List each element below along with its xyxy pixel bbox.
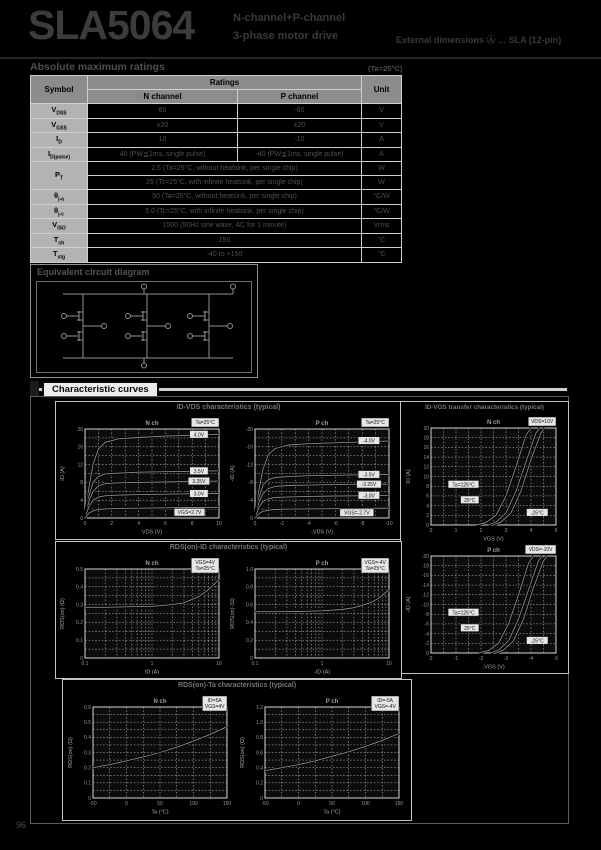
svg-text:-4: -4 bbox=[424, 631, 429, 638]
svg-text:12: 12 bbox=[423, 464, 429, 471]
svg-text:0.4: 0.4 bbox=[246, 620, 253, 627]
svg-text:25°C: 25°C bbox=[464, 497, 476, 504]
svg-text:0.4: 0.4 bbox=[76, 584, 83, 591]
svg-text:ID=5A: ID=5A bbox=[207, 698, 222, 704]
svg-text:0: 0 bbox=[297, 801, 300, 807]
svg-text:Ta=125°C: Ta=125°C bbox=[452, 610, 475, 617]
equivalent-circuit-box bbox=[30, 264, 258, 378]
header-subtitle-line1: N-channel+P-channel bbox=[233, 12, 346, 24]
svg-text:VGS=4V: VGS=4V bbox=[204, 704, 225, 710]
svg-text:0.1: 0.1 bbox=[84, 780, 91, 787]
svg-text:-10: -10 bbox=[421, 602, 429, 609]
svg-text:0: 0 bbox=[429, 528, 433, 534]
rating-cell: 1500 (50Hz sine wave, AC for 1 minute) bbox=[88, 219, 362, 234]
svg-text:RDS(on) (Ω): RDS(on) (Ω) bbox=[60, 598, 66, 629]
svg-text:14: 14 bbox=[423, 454, 429, 461]
svg-text:0.6: 0.6 bbox=[246, 602, 253, 609]
svg-text:4: 4 bbox=[426, 503, 429, 510]
svg-text:100: 100 bbox=[361, 801, 370, 807]
svg-text:-20: -20 bbox=[245, 426, 253, 433]
unit-cell: °C/W bbox=[362, 190, 402, 205]
svg-text:3: 3 bbox=[504, 528, 508, 534]
svg-text:1.2: 1.2 bbox=[256, 704, 263, 711]
svg-text:20: 20 bbox=[77, 426, 83, 433]
table-row bbox=[31, 118, 402, 133]
section-marker bbox=[30, 381, 39, 397]
rating-cell: 2.5 (Ta=25°C, without heatsink, per single chip) bbox=[88, 162, 362, 176]
characteristic-curves-title: Characteristic curves bbox=[42, 381, 159, 399]
svg-text:0: 0 bbox=[260, 795, 263, 802]
symbol-cell: $\theta_{j-c}$ bbox=[31, 204, 88, 219]
svg-text:0: 0 bbox=[426, 650, 429, 657]
svg-text:0: 0 bbox=[80, 655, 83, 662]
chart-nch-rdson-ta bbox=[67, 695, 235, 815]
svg-text:-10: -10 bbox=[385, 521, 393, 527]
group-rdson-id bbox=[55, 541, 402, 679]
chart-pch-rdson-id bbox=[229, 557, 397, 675]
chart-pch-transfer bbox=[405, 544, 564, 670]
svg-text:-12: -12 bbox=[421, 592, 429, 599]
unit-cell: A bbox=[362, 133, 402, 148]
unit-cell: W bbox=[362, 176, 402, 190]
svg-text:3.5V: 3.5V bbox=[193, 468, 205, 475]
symbol-cell: $V_{ISO}$ bbox=[31, 219, 88, 234]
table-row bbox=[31, 190, 402, 205]
rating-cell: ±20 bbox=[238, 118, 362, 133]
svg-text:0: 0 bbox=[253, 521, 257, 527]
svg-text:-18: -18 bbox=[421, 563, 429, 570]
svg-text:ID (A): ID (A) bbox=[406, 469, 412, 484]
rating-cell: ±20 bbox=[88, 118, 238, 133]
equivalent-circuit-frame bbox=[36, 281, 252, 373]
svg-text:-4.0V: -4.0V bbox=[362, 438, 375, 445]
svg-text:N ch: N ch bbox=[145, 421, 159, 427]
svg-text:-3.0V: -3.0V bbox=[362, 493, 375, 500]
svg-text:-ID (A): -ID (A) bbox=[313, 669, 331, 675]
svg-text:0.3: 0.3 bbox=[84, 750, 91, 757]
svg-text:150: 150 bbox=[394, 801, 404, 807]
svg-text:0.2: 0.2 bbox=[246, 638, 253, 644]
unit-cell: °C bbox=[362, 233, 402, 248]
svg-text:-16: -16 bbox=[245, 444, 253, 451]
svg-text:0.2: 0.2 bbox=[76, 620, 83, 627]
svg-text:ID=-5A: ID=-5A bbox=[377, 698, 394, 704]
svg-text:1.0: 1.0 bbox=[256, 719, 263, 726]
svg-text:2: 2 bbox=[426, 513, 429, 520]
svg-text:-ID (A): -ID (A) bbox=[230, 465, 236, 482]
svg-text:0.5: 0.5 bbox=[84, 719, 91, 726]
svg-text:-25°C: -25°C bbox=[530, 638, 544, 645]
svg-text:10: 10 bbox=[386, 661, 392, 667]
svg-text:VGS (V): VGS (V) bbox=[483, 536, 504, 542]
group-rdson-ta bbox=[62, 679, 412, 821]
svg-text:25°C: 25°C bbox=[464, 625, 476, 632]
unit-cell: V bbox=[362, 104, 402, 119]
svg-text:0: 0 bbox=[125, 801, 128, 807]
svg-text:-ID (A): -ID (A) bbox=[406, 596, 412, 613]
svg-text:-VDS (V): -VDS (V) bbox=[311, 529, 333, 535]
svg-text:-50: -50 bbox=[261, 801, 269, 807]
abs-max-header bbox=[31, 76, 402, 104]
svg-text:3.25V: 3.25V bbox=[192, 479, 206, 486]
svg-text:-2: -2 bbox=[478, 656, 484, 662]
rating-cell: -60 bbox=[238, 104, 362, 119]
svg-text:16: 16 bbox=[423, 445, 429, 452]
svg-text:0.1: 0.1 bbox=[81, 661, 89, 667]
svg-text:0.6: 0.6 bbox=[84, 704, 91, 711]
table-row bbox=[31, 248, 402, 263]
svg-text:1: 1 bbox=[454, 528, 458, 534]
svg-text:N ch: N ch bbox=[145, 561, 159, 567]
svg-text:-20: -20 bbox=[421, 553, 429, 560]
svg-text:RDS(on) (Ω): RDS(on) (Ω) bbox=[240, 737, 246, 768]
svg-text:3.0V: 3.0V bbox=[193, 491, 205, 498]
col-n-channel: N channel bbox=[88, 90, 238, 104]
abs-max-table bbox=[30, 75, 402, 263]
svg-text:0: 0 bbox=[429, 656, 433, 662]
rating-cell: 10 bbox=[88, 133, 238, 148]
symbol-cell: $T_{stg}$ bbox=[31, 248, 88, 263]
table-row bbox=[31, 233, 402, 248]
svg-text:N ch: N ch bbox=[153, 699, 167, 705]
table-row bbox=[31, 147, 402, 162]
svg-text:10: 10 bbox=[216, 661, 222, 667]
rating-cell: 50 (Ta=25°C, without heatsink, per single chip) bbox=[88, 190, 362, 205]
svg-text:0: 0 bbox=[88, 795, 91, 802]
svg-text:16: 16 bbox=[77, 444, 83, 451]
svg-text:Ta=125°C: Ta=125°C bbox=[452, 482, 475, 489]
svg-text:0: 0 bbox=[80, 515, 83, 522]
svg-text:0.8: 0.8 bbox=[256, 735, 263, 742]
svg-text:P ch: P ch bbox=[325, 699, 339, 705]
svg-text:0: 0 bbox=[250, 655, 253, 662]
svg-text:-25°C: -25°C bbox=[530, 510, 544, 517]
col-p-channel: P channel bbox=[238, 90, 362, 104]
svg-text:VGS=-2.7V: VGS=-2.7V bbox=[344, 510, 370, 517]
table-row bbox=[31, 219, 402, 234]
svg-text:0.4: 0.4 bbox=[84, 735, 91, 742]
svg-text:8: 8 bbox=[190, 521, 194, 527]
svg-text:18: 18 bbox=[423, 435, 429, 442]
group-transfer-title: ID-VGS transfer characteristics (typical) bbox=[425, 404, 544, 411]
group-transfer bbox=[400, 401, 569, 674]
unit-cell: °C/W bbox=[362, 204, 402, 219]
symbol-cell: $P_T$ bbox=[31, 162, 88, 190]
svg-text:-4: -4 bbox=[306, 521, 311, 527]
table-row bbox=[31, 204, 402, 219]
col-unit: Unit bbox=[362, 76, 402, 104]
svg-text:10: 10 bbox=[216, 521, 222, 527]
rating-cell: 5.0 (Tc=25°C, with infinite heatsink, per single chip) bbox=[88, 204, 362, 219]
group-rdson-ta-title: RDS(on)-Ta characteristics (typical) bbox=[177, 682, 297, 689]
svg-text:10: 10 bbox=[423, 474, 429, 481]
header-divider bbox=[0, 57, 601, 59]
svg-text:-6: -6 bbox=[424, 621, 429, 628]
svg-text:P ch: P ch bbox=[487, 548, 500, 554]
col-ratings: Ratings bbox=[88, 76, 362, 90]
symbol-cell: $V_{GSS}$ bbox=[31, 118, 88, 133]
page-title: SLA5064 bbox=[28, 2, 195, 48]
rating-cell: 150 bbox=[88, 233, 362, 248]
svg-text:2: 2 bbox=[479, 528, 483, 534]
chart-pch-id-vds bbox=[229, 417, 397, 535]
svg-text:50: 50 bbox=[329, 801, 335, 807]
svg-text:-8: -8 bbox=[248, 480, 253, 487]
svg-text:-1: -1 bbox=[453, 656, 459, 662]
svg-text:Ta=25°C: Ta=25°C bbox=[195, 420, 215, 426]
svg-text:-16: -16 bbox=[421, 573, 429, 580]
rating-cell: 25 (Tc=25°C, with infinite heatsink, per single chip) bbox=[88, 176, 362, 190]
svg-text:P ch: P ch bbox=[315, 561, 329, 567]
svg-text:-14: -14 bbox=[421, 582, 429, 589]
chart-pch-rdson-ta bbox=[239, 695, 407, 815]
svg-text:0.4: 0.4 bbox=[256, 765, 263, 772]
group-rdson-id-title: RDS(on)-ID characteristics (typical) bbox=[169, 544, 288, 551]
svg-text:12: 12 bbox=[77, 462, 83, 469]
svg-text:Ta (°C): Ta (°C) bbox=[151, 809, 169, 815]
svg-text:4: 4 bbox=[137, 521, 140, 527]
svg-text:ID (A): ID (A) bbox=[60, 466, 66, 481]
unit-cell: Vrms bbox=[362, 219, 402, 234]
svg-text:-4: -4 bbox=[248, 498, 253, 504]
svg-text:-3.25V: -3.25V bbox=[361, 482, 377, 489]
svg-text:-4: -4 bbox=[528, 656, 534, 662]
header-subtitle-line2: 3-phase motor drive bbox=[233, 30, 339, 42]
svg-text:-2: -2 bbox=[424, 641, 429, 648]
svg-text:0.1: 0.1 bbox=[251, 661, 259, 667]
rating-cell: -40 (PW≦1ms, single pulse) bbox=[238, 147, 362, 162]
svg-text:ID (A): ID (A) bbox=[144, 669, 160, 675]
unit-cell: A bbox=[362, 147, 402, 162]
table-row bbox=[31, 133, 402, 148]
svg-text:4: 4 bbox=[529, 528, 533, 534]
svg-text:VDS=-10V: VDS=-10V bbox=[528, 547, 553, 553]
svg-text:0.6: 0.6 bbox=[256, 750, 263, 757]
svg-text:150: 150 bbox=[222, 801, 232, 807]
svg-text:0.5: 0.5 bbox=[76, 566, 83, 573]
table-row bbox=[31, 162, 402, 176]
chart-nch-rdson-id bbox=[59, 557, 227, 675]
svg-text:VDS (V): VDS (V) bbox=[141, 529, 163, 535]
svg-text:1: 1 bbox=[320, 661, 324, 667]
svg-text:0: 0 bbox=[83, 521, 87, 527]
svg-text:0.1: 0.1 bbox=[76, 638, 83, 644]
svg-text:1.0: 1.0 bbox=[246, 566, 253, 573]
svg-text:0.2: 0.2 bbox=[256, 780, 263, 787]
svg-text:-12: -12 bbox=[245, 462, 253, 469]
symbol-cell: $V_{DSS}$ bbox=[31, 104, 88, 119]
svg-text:6: 6 bbox=[164, 521, 167, 527]
abs-max-title: Absolute maximum ratings bbox=[30, 61, 165, 73]
svg-text:5: 5 bbox=[554, 528, 558, 534]
svg-text:-2: -2 bbox=[279, 521, 285, 527]
symbol-cell: $I_D$ bbox=[31, 133, 88, 148]
svg-text:-3: -3 bbox=[503, 656, 509, 662]
equivalent-circuit-svg bbox=[37, 282, 251, 370]
svg-text:Ta (°C): Ta (°C) bbox=[323, 809, 341, 815]
svg-text:VDS=10V: VDS=10V bbox=[531, 419, 554, 425]
col-symbol: Symbol bbox=[31, 76, 88, 104]
svg-text:-VGS (V): -VGS (V) bbox=[482, 664, 505, 670]
svg-text:4.0V: 4.0V bbox=[193, 432, 205, 439]
svg-text:50: 50 bbox=[157, 801, 163, 807]
chart-nch-transfer bbox=[405, 416, 564, 542]
unit-cell: °C bbox=[362, 248, 402, 263]
rating-cell: 40 (PW≦1ms, single pulse) bbox=[88, 147, 238, 162]
svg-text:-50: -50 bbox=[89, 801, 97, 807]
svg-text:-8: -8 bbox=[424, 612, 429, 618]
unit-cell: V bbox=[362, 118, 402, 133]
page-number: 96 bbox=[16, 820, 27, 830]
svg-text:-6: -6 bbox=[333, 521, 338, 527]
svg-text:-8: -8 bbox=[359, 521, 365, 527]
svg-text:P ch: P ch bbox=[315, 421, 329, 427]
svg-text:8: 8 bbox=[80, 480, 83, 487]
abs-max-condition: (Ta=25°C) bbox=[368, 64, 403, 73]
svg-text:Ta=25°C: Ta=25°C bbox=[195, 566, 215, 572]
svg-text:0.2: 0.2 bbox=[84, 765, 91, 772]
symbol-cell: $\theta_{j-a}$ bbox=[31, 190, 88, 205]
svg-text:VGS=-4V: VGS=-4V bbox=[374, 704, 396, 710]
symbol-cell: $I_{D(pulse)}$ bbox=[31, 147, 88, 162]
abs-max-tbody bbox=[31, 104, 402, 263]
svg-text:1: 1 bbox=[150, 661, 154, 667]
svg-text:RDS(on) (Ω): RDS(on) (Ω) bbox=[68, 737, 74, 768]
rating-cell: 60 bbox=[88, 104, 238, 119]
svg-text:4: 4 bbox=[80, 498, 83, 504]
chart-nch-id-vds bbox=[59, 417, 227, 535]
group-id-vds bbox=[55, 401, 402, 540]
svg-text:0.8: 0.8 bbox=[246, 584, 253, 591]
external-dimensions-note: External dimensions Ⓐ ⋯ SLA (12-pin) bbox=[396, 35, 562, 45]
svg-text:VGS=-4V: VGS=-4V bbox=[364, 560, 386, 566]
svg-text:2: 2 bbox=[110, 521, 114, 527]
unit-cell: W bbox=[362, 162, 402, 176]
svg-text:-5: -5 bbox=[553, 656, 559, 662]
svg-text:-3.5V: -3.5V bbox=[362, 472, 375, 479]
svg-text:0: 0 bbox=[250, 515, 253, 522]
svg-text:VGS=4V: VGS=4V bbox=[195, 560, 215, 566]
svg-text:8: 8 bbox=[426, 484, 429, 490]
symbol-cell: $T_{ch}$ bbox=[31, 233, 88, 248]
rating-cell: -10 bbox=[238, 133, 362, 148]
rating-cell: -40 to +150 bbox=[88, 248, 362, 263]
svg-text:0: 0 bbox=[426, 522, 429, 529]
svg-text:N ch: N ch bbox=[486, 420, 501, 426]
svg-text:0.3: 0.3 bbox=[76, 602, 83, 609]
svg-text:Ta=25°C: Ta=25°C bbox=[365, 566, 385, 572]
equivalent-circuit-title: Equivalent circuit diagram bbox=[37, 267, 150, 277]
svg-text:100: 100 bbox=[189, 801, 198, 807]
table-row bbox=[31, 104, 402, 119]
group-id-vds-title: ID-VDS characteristics (typical) bbox=[176, 404, 281, 411]
svg-text:VGS=2.7V: VGS=2.7V bbox=[177, 510, 202, 517]
svg-text:Ta=25°C: Ta=25°C bbox=[365, 420, 385, 426]
svg-text:20: 20 bbox=[423, 425, 429, 432]
svg-text:RDS(on) (Ω): RDS(on) (Ω) bbox=[230, 598, 236, 629]
svg-text:6: 6 bbox=[426, 493, 429, 500]
